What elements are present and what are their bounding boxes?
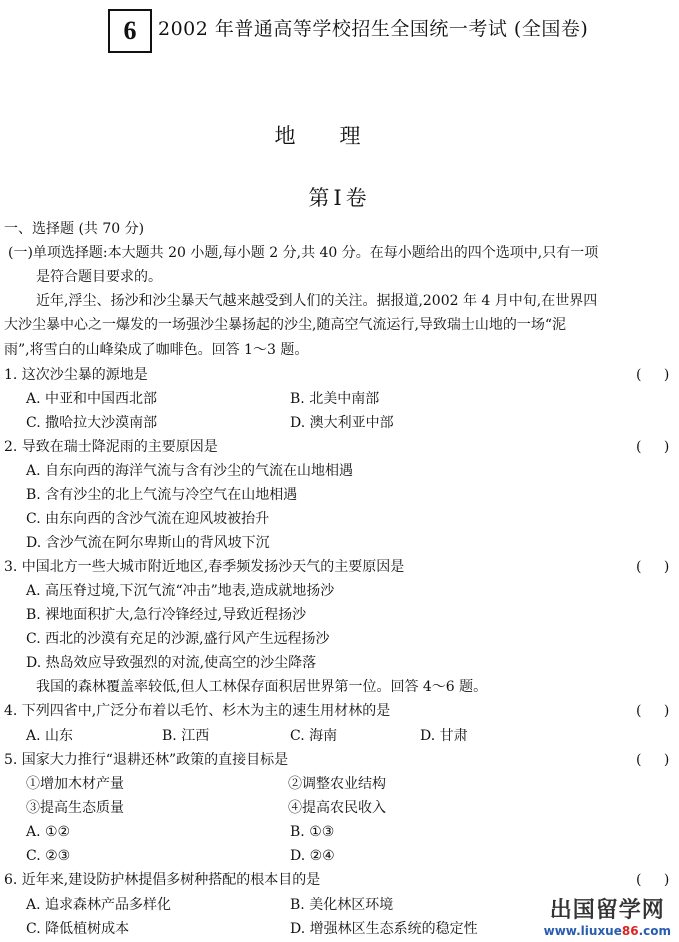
option: B. 北美中南部 (290, 391, 380, 407)
question-stem: 3. 中国北方一些大城市附近地区,春季频发扬沙天气的主要原因是 (4, 559, 405, 575)
watermark-url-part: www.liuxue (543, 924, 622, 938)
option: A. 山东 (26, 728, 74, 744)
answer-blank: ( ) (636, 439, 670, 455)
option: A. 高压脊过境,下沉气流“冲击”地表,造成就地扬沙 (26, 583, 335, 599)
option: D. 热岛效应导致强烈的对流,使高空的沙尘降落 (26, 655, 317, 671)
option: C. 由东向西的含沙气流在迎风坡被抬升 (26, 511, 270, 527)
watermark-name: 出国留学网 (549, 898, 665, 923)
option: A. ①② (26, 824, 71, 840)
statement: ②调整农业结构 (288, 776, 386, 792)
option: B. 美化林区环境 (290, 897, 394, 913)
question-stem: 1. 这次沙尘暴的源地是 (4, 367, 148, 383)
statement: ③提高生态质量 (26, 800, 124, 816)
question-stem: 4. 下列四省中,广泛分布着以毛竹、杉木为主的速生用材林的是 (4, 703, 391, 719)
exam-title: 2002 年普通高等学校招生全国统一考试 (全国卷) (158, 18, 589, 40)
passage-text: 近年,浮尘、扬沙和沙尘暴天气越来越受到人们的关注。据报道,2002 年 4 月中旬,在世界四 (36, 293, 598, 309)
answer-blank: ( ) (636, 703, 670, 719)
answer-blank: ( ) (636, 872, 670, 888)
watermark-url-part: 86 (621, 924, 639, 938)
option: B. ①③ (290, 824, 335, 840)
option: C. ②③ (26, 848, 71, 864)
option: A. 追求森林产品多样化 (26, 897, 172, 913)
subsection-instruction: (一)单项选择题:本大题共 20 小题,每小题 2 分,共 40 分。在每小题给出的四个选项中,只有一项 (8, 245, 599, 261)
watermark-logo (544, 893, 671, 938)
option: B. 裸地面积扩大,急行冷锋经过,导致近程扬沙 (26, 607, 307, 623)
option: D. 澳大利亚中部 (290, 415, 394, 431)
answer-blank: ( ) (636, 752, 670, 768)
question-stem: 6. 近年来,建设防护林提倡多树种搭配的根本目的是 (4, 872, 321, 888)
answer-blank: ( ) (636, 367, 670, 383)
option: C. 西北的沙漠有充足的沙源,盛行风产生远程扬沙 (26, 631, 330, 647)
passage-text: 雨”,将雪白的山峰染成了咖啡色。回答 1～3 题。 (4, 342, 309, 358)
watermark-url-part: .com (638, 924, 671, 938)
passage-text: 我国的森林覆盖率较低,但人工林保存面积居世界第一位。回答 4～6 题。 (36, 679, 488, 695)
option: D. 增强林区生态系统的稳定性 (290, 921, 478, 937)
question-stem: 2. 导致在瑞士降泥雨的主要原因是 (4, 439, 218, 455)
subject-title: 地理 (274, 124, 405, 148)
answer-blank: ( ) (636, 559, 670, 575)
option: D. 甘肃 (420, 728, 468, 744)
page-number-box: 6 (108, 9, 152, 53)
option: C. 降低植树成本 (26, 921, 130, 937)
option: B. 江西 (162, 728, 210, 744)
option: D. 含沙气流在阿尔卑斯山的背风坡下沉 (26, 535, 270, 551)
section-heading: 一、选择题 (共 70 分) (4, 221, 145, 237)
option: D. ②④ (290, 848, 335, 864)
option: C. 撒哈拉大沙漠南部 (26, 415, 158, 431)
statement: ④提高农民收入 (288, 800, 386, 816)
option: B. 含有沙尘的北上气流与冷空气在山地相遇 (26, 487, 298, 503)
option: C. 海南 (290, 728, 338, 744)
subsection-instruction: 是符合题目要求的。 (36, 269, 162, 285)
option: A. 自东向西的海洋气流与含有沙尘的气流在山地相遇 (26, 463, 354, 479)
part-title: 第Ⅰ卷 (308, 186, 371, 210)
watermark-url (544, 924, 671, 938)
question-stem: 5. 国家大力推行“退耕还林”政策的直接目标是 (4, 752, 289, 768)
passage-text: 大沙尘暴中心之一爆发的一场强沙尘暴扬起的沙尘,随高空气流运行,导致瑞士山地的一场“泥 (4, 317, 567, 333)
statement: ①增加木材产量 (26, 776, 124, 792)
option: A. 中亚和中国西北部 (26, 391, 158, 407)
